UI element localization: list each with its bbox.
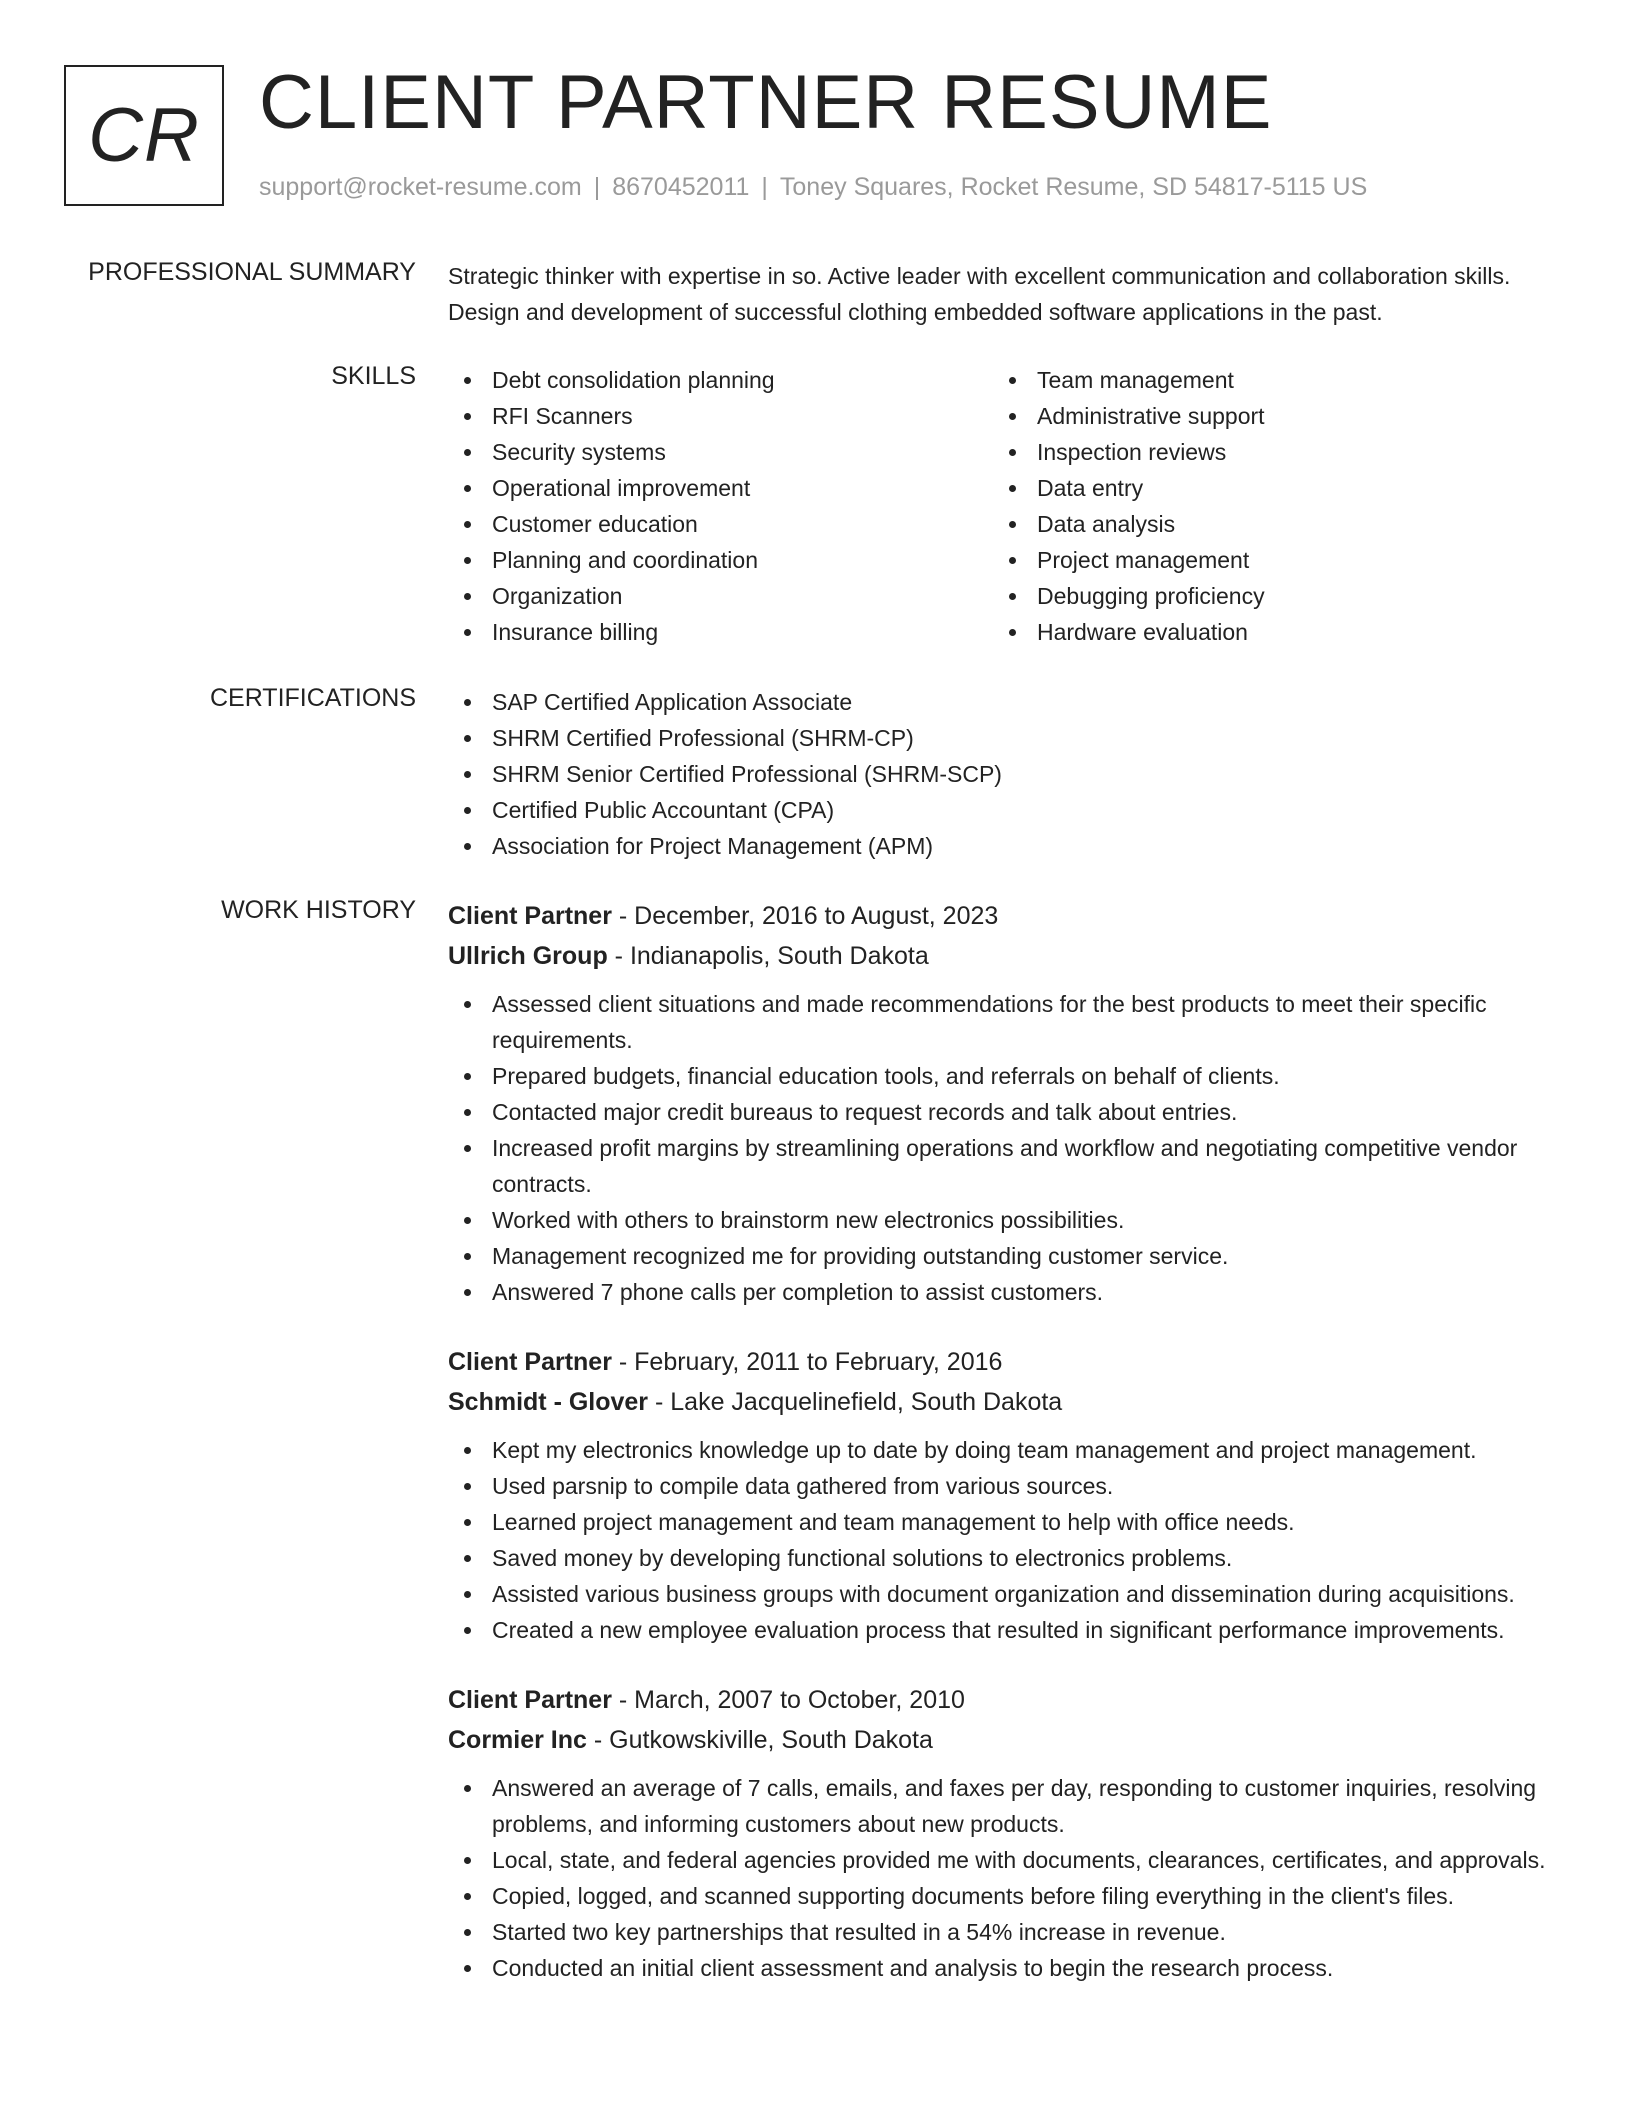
- job-entry: [448, 1342, 1568, 1648]
- certifications-body: [448, 684, 1568, 864]
- list-item: Started two key partnerships that resulted in a 54% increase in revenue.: [448, 1914, 1568, 1950]
- job-bullets: [448, 1432, 1568, 1648]
- skills-list-left: [448, 362, 968, 650]
- job-dates: - March, 2007 to October, 2010: [611, 1686, 965, 1714]
- job-company: Schmidt - Glover: [448, 1388, 649, 1416]
- list-item: Answered an average of 7 calls, emails, and faxes per day, responding to customer inquiries, resolving problems, and informing customers about new products.: [448, 1770, 1568, 1842]
- job-dates: - December, 2016 to August, 2023: [611, 902, 999, 930]
- job-location: - Lake Jacquelinefield, South Dakota: [648, 1388, 1063, 1416]
- list-item: Debt consolidation planning: [448, 362, 968, 398]
- contact-address: Toney Squares, Rocket Resume, SD 54817-5115 US: [779, 173, 1368, 201]
- job-entry: [448, 1680, 1568, 1986]
- list-item: Data analysis: [993, 506, 1513, 542]
- job-location: - Gutkowskiville, South Dakota: [586, 1726, 933, 1754]
- certifications-list: [448, 684, 1568, 864]
- list-item: Team management: [993, 362, 1513, 398]
- list-item: Data entry: [993, 470, 1513, 506]
- job-title-line: [448, 1342, 1568, 1382]
- work-history-body: [448, 896, 1568, 1986]
- list-item: Assisted various business groups with document organization and dissemination during acquisitions.: [448, 1576, 1568, 1612]
- list-item: Answered 7 phone calls per completion to assist customers.: [448, 1274, 1568, 1310]
- list-item: SHRM Certified Professional (SHRM-CP): [448, 720, 1568, 756]
- job-company-line: [448, 936, 1568, 976]
- resume-header: [64, 60, 1584, 215]
- job-title: Client Partner: [448, 1686, 612, 1714]
- contact-phone[interactable]: 8670452011: [612, 173, 750, 201]
- list-item: Management recognized me for providing outstanding customer service.: [448, 1238, 1568, 1274]
- job-title: Client Partner: [448, 902, 612, 930]
- job-title-line: [448, 896, 1568, 936]
- list-item: Worked with others to brainstorm new electronics possibilities.: [448, 1202, 1568, 1238]
- contact-email[interactable]: support@rocket-resume.com: [259, 173, 582, 201]
- skills-list-right: [993, 362, 1513, 650]
- job-dates: - February, 2011 to February, 2016: [611, 1348, 1003, 1376]
- list-item: Copied, logged, and scanned supporting documents before filing everything in the client's files.: [448, 1878, 1568, 1914]
- list-item: Organization: [448, 578, 968, 614]
- job-company: Ullrich Group: [448, 942, 608, 970]
- contact-separator: |: [761, 173, 768, 201]
- job-company-line: [448, 1720, 1568, 1760]
- page-title: CLIENT PARTNER RESUME: [259, 60, 1273, 145]
- list-item: Security systems: [448, 434, 968, 470]
- job-title: Client Partner: [448, 1348, 612, 1376]
- list-item: Hardware evaluation: [993, 614, 1513, 650]
- job-location: - Indianapolis, South Dakota: [607, 942, 929, 970]
- list-item: Association for Project Management (APM): [448, 828, 1568, 864]
- list-item: Local, state, and federal agencies provided me with documents, clearances, certificates, and approvals.: [448, 1842, 1568, 1878]
- list-item: Kept my electronics knowledge up to date by doing team management and project management.: [448, 1432, 1568, 1468]
- section-label-summary: PROFESSIONAL SUMMARY: [88, 258, 416, 286]
- list-item: Certified Public Accountant (CPA): [448, 792, 1568, 828]
- list-item: Increased profit margins by streamlining operations and workflow and negotiating competitive vendor contracts.: [448, 1130, 1568, 1202]
- contact-line: [259, 173, 1367, 202]
- list-item: Customer education: [448, 506, 968, 542]
- list-item: Administrative support: [993, 398, 1513, 434]
- list-item: Created a new employee evaluation process that resulted in significant performance improvements.: [448, 1612, 1568, 1648]
- list-item: Project management: [993, 542, 1513, 578]
- list-item: Learned project management and team management to help with office needs.: [448, 1504, 1568, 1540]
- job-title-line: [448, 1680, 1568, 1720]
- list-item: Planning and coordination: [448, 542, 968, 578]
- list-item: Used parsnip to compile data gathered from various sources.: [448, 1468, 1568, 1504]
- section-label-work-history: WORK HISTORY: [221, 896, 416, 924]
- monogram: CR: [64, 65, 224, 206]
- list-item: Prepared budgets, financial education tools, and referrals on behalf of clients.: [448, 1058, 1568, 1094]
- section-label-skills: SKILLS: [331, 362, 416, 390]
- contact-separator: |: [593, 173, 601, 201]
- list-item: Saved money by developing functional solutions to electronics problems.: [448, 1540, 1568, 1576]
- section-label-certifications: CERTIFICATIONS: [209, 684, 416, 712]
- list-item: Debugging proficiency: [993, 578, 1513, 614]
- job-entry: [448, 896, 1568, 1310]
- job-bullets: [448, 1770, 1568, 1986]
- job-bullets: [448, 986, 1568, 1310]
- list-item: Insurance billing: [448, 614, 968, 650]
- list-item: Operational improvement: [448, 470, 968, 506]
- list-item: Conducted an initial client assessment and analysis to begin the research process.: [448, 1950, 1568, 1986]
- list-item: Inspection reviews: [993, 434, 1513, 470]
- list-item: RFI Scanners: [448, 398, 968, 434]
- summary-text: Strategic thinker with expertise in so. Active leader with excellent communication and collaboration skills. Design and development of successful clothing embedded software applications in the past.: [448, 263, 1511, 325]
- job-company-line: [448, 1382, 1568, 1422]
- list-item: Contacted major credit bureaus to request records and talk about entries.: [448, 1094, 1568, 1130]
- list-item: SHRM Senior Certified Professional (SHRM-SCP): [448, 756, 1568, 792]
- list-item: Assessed client situations and made recommendations for the best products to meet their specific requirements.: [448, 986, 1568, 1058]
- job-company: Cormier Inc: [448, 1726, 587, 1754]
- list-item: SAP Certified Application Associate: [448, 684, 1568, 720]
